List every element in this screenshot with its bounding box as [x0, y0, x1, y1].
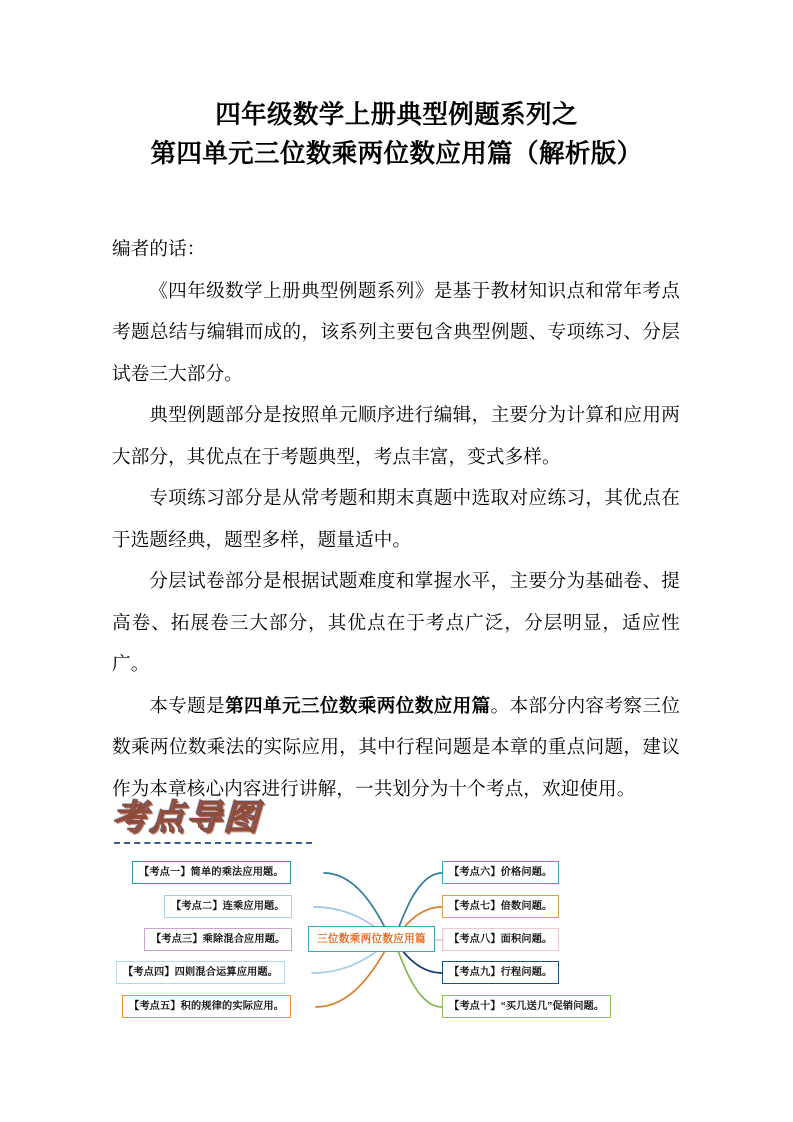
document-title: [0, 96, 793, 174]
title-line-2: 第四单元三位数乘两位数应用篇（解析版）: [150, 140, 643, 168]
editor-note-paragraph-2: 典型例题部分是按照单元顺序进行编辑，主要分为计算和应用两大部分，其优点在于考题典型，考点丰富，变式多样。: [112, 404, 680, 467]
title-line-1: 四年级数学上册典型例题系列之: [215, 101, 578, 129]
final-paragraph-bold-topic: 第四单元三位数乘两位数应用篇: [225, 694, 491, 716]
editor-note-body: [112, 228, 680, 809]
editor-note-paragraph-4: 分层试卷部分是根据试题难度和掌握水平，主要分为基础卷、提高卷、拓展卷三大部分，其优点在于考点广泛，分层明显，适应性广。: [112, 570, 680, 674]
mindmap-node-kaodian-6[interactable]: 【考点六】价格问题。: [442, 861, 559, 884]
final-paragraph-suffix: 。本部分内容考察三位数乘两位数乘法的实际应用，其中行程问题是本章的重点问题，建议作为本章核心内容进行讲解，一共划分为十个考点，欢迎使用。: [112, 694, 680, 799]
mindmap-node-kaodian-7[interactable]: 【考点七】倍数问题。: [442, 895, 559, 918]
mindmap-center-node[interactable]: 三位数乘两位数应用篇: [308, 926, 435, 952]
mindmap-diagram: [112, 856, 712, 1028]
editor-note-heading: 编者的话：: [112, 238, 206, 259]
editor-note-paragraph-final: [112, 685, 680, 810]
mindmap-node-kaodian-1[interactable]: 【考点一】简单的乘法应用题。: [132, 861, 291, 884]
mindmap-node-kaodian-9[interactable]: 【考点九】行程问题。: [442, 961, 559, 984]
mindmap-node-kaodian-4[interactable]: 【考点四】四则混合运算应用题。: [116, 961, 285, 984]
mindmap-node-kaodian-8[interactable]: 【考点八】面积问题。: [442, 928, 559, 951]
mindmap-node-kaodian-10[interactable]: 【考点十】“买几送几”促销问题。: [442, 995, 611, 1018]
mindmap-section-heading: [112, 798, 422, 852]
mindmap-node-kaodian-2[interactable]: 【考点二】连乘应用题。: [164, 895, 292, 918]
final-paragraph-prefix: 本专题是: [149, 694, 226, 716]
mindmap-node-kaodian-5[interactable]: 【考点五】积的规律的实际应用。: [122, 995, 291, 1018]
editor-note-paragraph-3: 专项练习部分是从常考题和期末真题中选取对应练习，其优点在于选题经典，题型多样，题量适中。: [112, 487, 680, 550]
editor-note-paragraph-1: 《四年级数学上册典型例题系列》是基于教材知识点和常年考点考题总结与编辑而成的，该系列主要包含典型例题、专项练习、分层试卷三大部分。: [112, 279, 680, 384]
wordart-dashed-underline: [114, 842, 312, 844]
wordart-text: 考点导图: [111, 798, 261, 837]
mindmap-node-kaodian-3[interactable]: 【考点三】乘除混合应用题。: [144, 928, 292, 951]
